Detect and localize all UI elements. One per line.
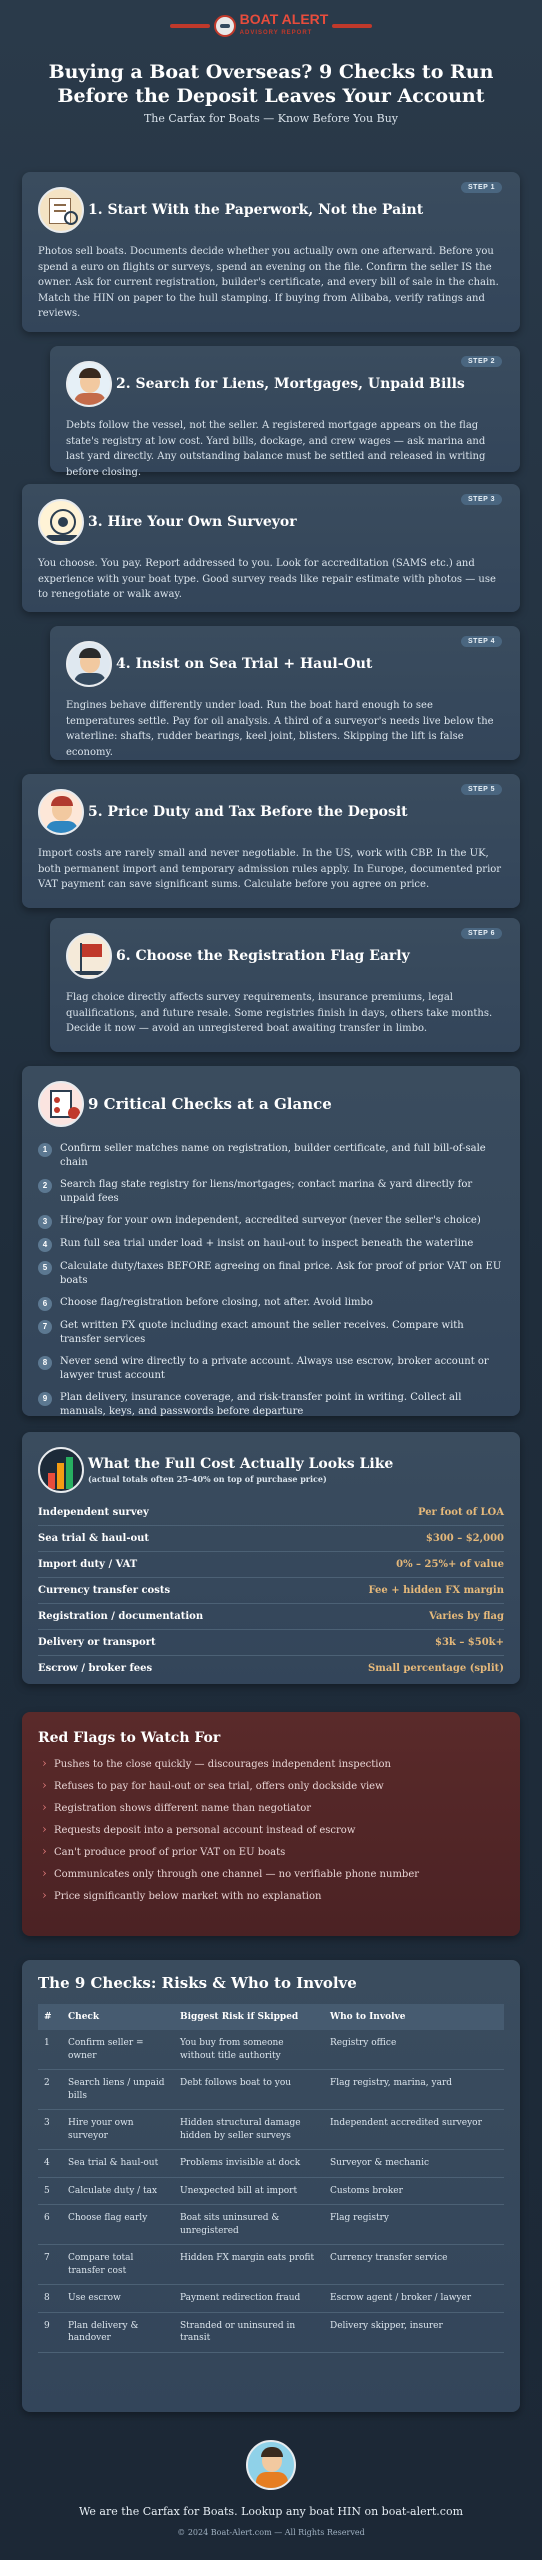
red-flags-title: Red Flags to Watch For (38, 1730, 221, 1746)
list-item: 7 Get written FX quote including exact amount the seller receives. Compare with transfer services (38, 1319, 504, 1347)
list-item: 3 Hire/pay for your own independent, accredited surveyor (never the seller's choice) (38, 1214, 504, 1229)
step-card-1 (22, 172, 520, 332)
step-card-6 (50, 918, 520, 1052)
table-header-row (38, 2004, 504, 2030)
risk-table (38, 2004, 504, 2353)
footer-copyright: © 2024 Boat-Alert.com — All Rights Reserved (177, 2528, 365, 2537)
tax-officer-icon (38, 789, 84, 835)
risk-table-card (22, 1960, 520, 2412)
logo-wing-right (332, 24, 372, 28)
cost-subtitle: (actual totals often 25–40% on top of purchase price) (88, 1474, 327, 1484)
mechanic-icon (66, 641, 112, 687)
step-body: Photos sell boats. Documents decide whether you actually own one afterward. Before you spend a euro on flights or surveys, spend an evening on the file. Confirm the seller IS the owner. Ask for current registration, builder's certificate, and every bill of sale in the chain. Match the HIN on paper to the hull stamping. If buying from Alibaba, verify ratings and reviews. (38, 246, 499, 319)
list-item: › Refuses to pay for haul-out or sea trial, offers only dockside view (38, 1780, 504, 1793)
column-header: Check (62, 2004, 174, 2030)
step-title: 3. Hire Your Own Surveyor (88, 514, 297, 530)
table-row: 1 Confirm seller = owner You buy from someone without title authority Registry office (38, 2030, 504, 2070)
list-item: › Requests deposit into a personal account instead of escrow (38, 1824, 504, 1837)
flag-registry-icon (66, 933, 112, 979)
bar-chart-icon (38, 1447, 84, 1493)
table-row: 7 Compare total transfer cost Hidden FX margin eats profit Currency transfer service (38, 2245, 504, 2285)
step-title: 5. Price Duty and Tax Before the Deposit (88, 804, 408, 820)
cost-row: Delivery or transport $3k – $50k+ (38, 1630, 504, 1656)
cost-row: Currency transfer costs Fee + hidden FX margin (38, 1578, 504, 1604)
list-item: › Pushes to the close quickly — discourages independent inspection (38, 1758, 504, 1771)
list-item: 2 Search flag state registry for liens/mortgages; contact marina & yard directly for unpaid fees (38, 1178, 504, 1206)
step-badge: STEP 6 (461, 928, 502, 939)
risk-table-title: The 9 Checks: Risks & Who to Involve (38, 1974, 357, 1992)
list-item: 6 Choose flag/registration before closing, not after. Avoid limbo (38, 1296, 504, 1311)
step-body: You choose. You pay. Report addressed to you. Look for accreditation (SAMS etc.) and experience with your boat type. Good survey reads like repair estimate with photos — use to renegotiate or walk away. (38, 558, 496, 600)
logo-name: BOAT ALERT (239, 11, 329, 27)
cost-row: Registration / documentation Varies by flag (38, 1604, 504, 1630)
step-badge: STEP 3 (461, 494, 502, 505)
person-icon (66, 361, 112, 407)
step-title: 4. Insist on Sea Trial + Haul-Out (116, 656, 373, 672)
full-cost-card (22, 1432, 520, 1684)
page-title: Buying a Boat Overseas? 9 Checks to Run Before the Deposit Leaves Your Account (48, 61, 494, 107)
glance-list (38, 1142, 504, 1419)
checks-at-a-glance (22, 1066, 520, 1416)
surveyor-icon (38, 499, 84, 545)
list-item: › Price significantly below market with no explanation (38, 1890, 504, 1903)
step-title: 1. Start With the Paperwork, Not the Paint (88, 202, 424, 218)
column-header: Biggest Risk if Skipped (174, 2004, 324, 2030)
table-row: 4 Sea trial & haul-out Problems invisible at dock Surveyor & mechanic (38, 2150, 504, 2178)
table-row: 9 Plan delivery & handover Stranded or uninsured in transit Delivery skipper, insurer (38, 2312, 504, 2352)
list-item: › Registration shows different name than negotiator (38, 1802, 504, 1815)
step-card-4 (50, 626, 520, 760)
table-row: 2 Search liens / unpaid bills Debt follows boat to you Flag registry, marina, yard (38, 2070, 504, 2110)
step-badge: STEP 4 (461, 636, 502, 647)
step-title: 2. Search for Liens, Mortgages, Unpaid Bills (116, 376, 465, 392)
step-body: Debts follow the vessel, not the seller. A registered mortgage appears on the flag state's registry at low cost. Yard bills, dockage, and crew wages — ask marina and last yard directly. Any outstanding balance must be settled and released in writing before closing. (66, 420, 486, 478)
step-body: Flag choice directly affects survey requirements, insurance premiums, legal qualifications, and future resale. Some registries finish in days, others take months. Decide it now — avoid an unregistered boat awaiting transfer in limbo. (66, 992, 493, 1034)
footer-text: We are the Carfax for Boats. Lookup any boat HIN on boat-alert.com (78, 2505, 463, 2518)
table-row: 3 Hire your own surveyor Hidden structural damage hidden by seller surveys Independent accredited surveyor (38, 2110, 504, 2150)
page-subtitle: The Carfax for Boats — Know Before You Buy (143, 112, 399, 125)
list-item: 1 Confirm seller matches name on registration, builder certificate, and full bill-of-sale chain (38, 1142, 504, 1170)
cost-row: Sea trial & haul-out $300 – $2,000 (38, 1526, 504, 1552)
column-header: # (38, 2004, 62, 2030)
step-card-2 (50, 346, 520, 478)
list-item: 5 Calculate duty/taxes BEFORE agreeing on final price. Ask for proof of prior VAT on EU boats (38, 1260, 504, 1288)
list-item: › Can't produce proof of prior VAT on EU boats (38, 1846, 504, 1859)
step-body: Engines behave differently under load. Run the boat hard enough to see temperatures settle. Pay for oil analysis. A third of a surveyor's needs live below the waterline: shafts, rudder bearings, keel joint, blisters. Skipping the lift is false economy. (66, 700, 494, 758)
logo-tagline: ADVISORY REPORT (239, 30, 313, 36)
step-badge: STEP 5 (461, 784, 502, 795)
list-item: 4 Run full sea trial under load + insist on haul-out to inspect beneath the waterline (38, 1237, 504, 1252)
cost-row: Import duty / VAT 0% – 25%+ of value (38, 1552, 504, 1578)
paperwork-icon (38, 187, 84, 233)
list-item: › Communicates only through one channel — no verifiable phone number (38, 1868, 504, 1881)
cost-table (38, 1500, 504, 1681)
table-row: 8 Use escrow Payment redirection fraud Escrow agent / broker / lawyer (38, 2285, 504, 2313)
glance-title: 9 Critical Checks at a Glance (88, 1095, 332, 1113)
step-body: Import costs are rarely small and never negotiable. In the US, work with CBP. In the UK, both permanent import and temporary admission rules apply. In Europe, documented prior VAT payment can save significant sums. Calculate before you agree on price. (38, 848, 502, 890)
cost-row: Independent survey Per foot of LOA (38, 1500, 504, 1526)
list-item: 8 Never send wire directly to a private account. Always use escrow, broker account or lawyer trust account (38, 1355, 504, 1383)
red-flags-card (22, 1712, 520, 1936)
step-badge: STEP 1 (461, 182, 502, 193)
cost-title: What the Full Cost Actually Looks Like (88, 1456, 394, 1472)
table-row: 6 Choose flag early Boat sits uninsured & unregistered Flag registry (38, 2205, 504, 2245)
checklist-icon (38, 1081, 84, 1127)
logo-wing-left (170, 24, 210, 28)
column-header: Who to Involve (324, 2004, 504, 2030)
step-title: 6. Choose the Registration Flag Early (116, 948, 410, 964)
mascot-avatar (246, 2440, 296, 2490)
list-item: 9 Plan delivery, insurance coverage, and risk-transfer point in writing. Collect all manuals, keys, and passwords before departure (38, 1391, 504, 1419)
table-row: 5 Calculate duty / tax Unexpected bill at import Customs broker (38, 2177, 504, 2205)
boat-logo-icon (214, 15, 236, 37)
cost-row: Escrow / broker fees Small percentage (split) (38, 1663, 504, 1674)
step-card-5 (22, 774, 520, 908)
red-flags-list (38, 1758, 504, 1903)
brand-logo (0, 12, 542, 44)
step-badge: STEP 2 (461, 356, 502, 367)
step-card-3 (22, 484, 520, 612)
